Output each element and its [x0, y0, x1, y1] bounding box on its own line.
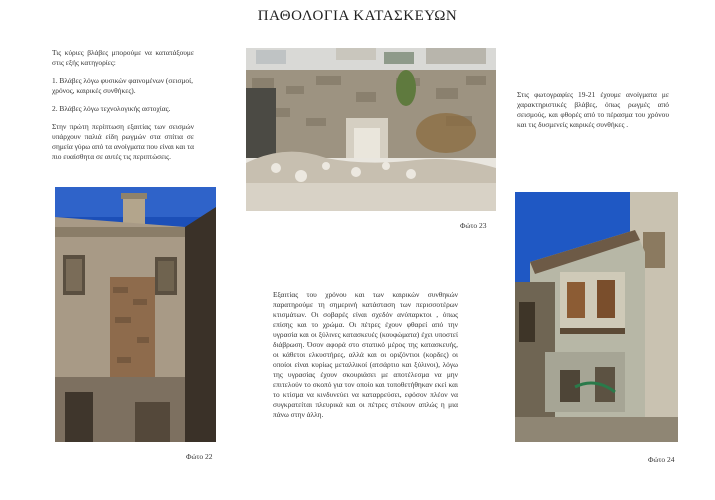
photo-22-caption: Φώτο 22 [186, 452, 213, 461]
photo-24-house-balcony [515, 192, 678, 442]
photo-22-image [55, 187, 216, 442]
photo-23-caption: Φώτο 23 [460, 221, 487, 230]
damage-category-technological: 2. Βλάβες λόγω τεχνολογικής αστοχίας. [52, 104, 171, 113]
photo-24-image [515, 192, 678, 442]
photo-23-image [246, 48, 496, 211]
intro-body: Στην πρώτη περίπτωση εξαιτίας των σεισμών υπάρχουν παλιά είδη ρωγμών στα σπίτια σε σημεία γύρω από τα ανοίγματα που είναι και τα πιο ευαίσθητα σε αυτές τις περιπτώσεις. [52, 122, 194, 161]
photo-23-ruined-wall [246, 48, 496, 211]
page-title: ΠΑΘΟΛΟΓΙΑ ΚΑΤΑΣΚΕΥΩΝ [257, 8, 458, 24]
damage-categories-list [52, 76, 194, 114]
center-text-block [273, 290, 458, 428]
intro-text-block [52, 48, 194, 170]
right-note-paragraph: Στις φωτογραφίες 19-21 έχουμε ανοίγματα με χαρακτηριστικές βλάβες, όπως ρωγμές από σεισμούς, και φθορές από το πέρασμα του χρόνου και τις δυσμενείς καιρικές συνθήκες . [517, 90, 669, 129]
photo-22-building-facade [55, 187, 216, 442]
damage-category-natural: 1. Βλάβες λόγω φυσικών φαινομένων (σεισμοί, χρόνος, καιρικές συνθήκες). [52, 76, 193, 95]
intro-lead: Τις κύριες βλάβες μπορούμε να κατατάξουμε στις εξής κατηγορίες: [52, 48, 194, 67]
center-paragraph: Εξαιτίας του χρόνου και των καιρικών συνθηκών παρατηρούμε τη σημερινή κατάσταση των περισσοτέρων κτισμάτων. Οι σοβαρές είναι σχεδόν ανύπαρκτοι , όπως επίσης και το χρώμα. Οι πέτρες έχουν φθαρεί από την υγρασία και οι ξύλινες κατασκευές (κουφώματα) έχει υποστεί διάβρωση. Όσον αφορά στο στατικό μέρος της κατασκευής, οι κάθετοι ελκυστήρες, αλλά και οι οριζόντιοι (κορδες) οι οποίοι είναι κυρίως μεταλλικοί (ατσάρτιο και ξύλινοι), λόγω της υγρασίας έχουν σκουριάσει με αποτέλεσμα να μην επιτελούν το σκοπό για τον οποίο και τοποθετήθηκαν εκεί και το κτίσμα να κινδυνεύει να καταρρεύσει, εφόσον πλέον να συγκρατείται πλευρικά και οι πέτρες στέκουν απλώς η μια πάνω στην άλλη. [273, 290, 458, 419]
photo-24-caption: Φώτο 24 [648, 455, 675, 464]
right-note-text [517, 90, 669, 138]
